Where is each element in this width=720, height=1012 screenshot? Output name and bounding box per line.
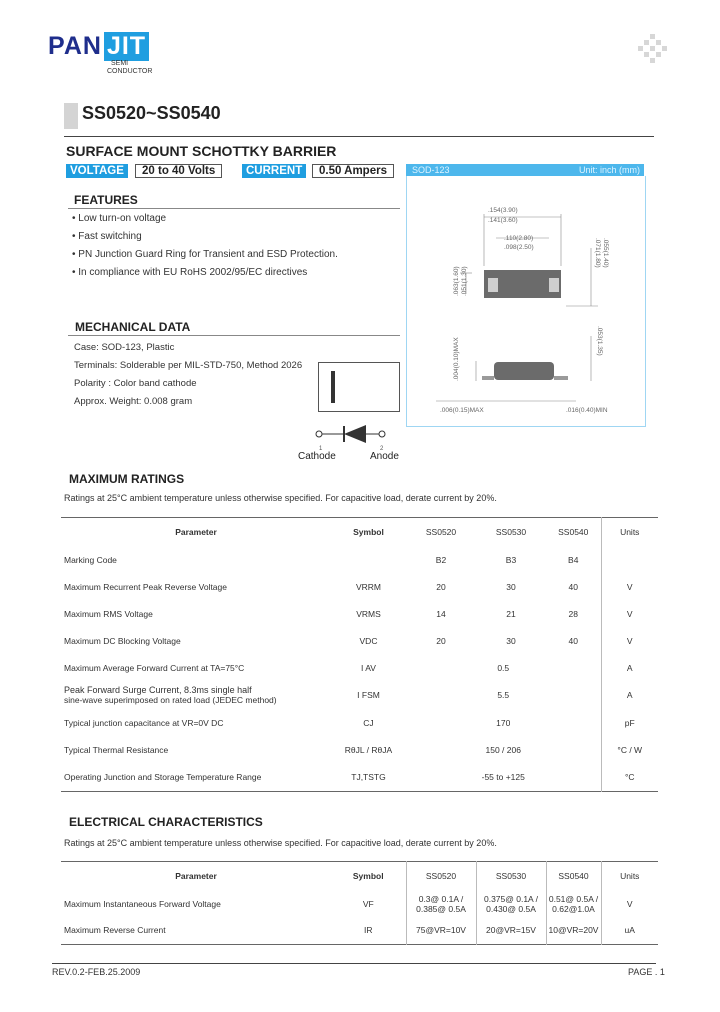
electrical-note: Ratings at 25°C ambient temperature unless otherwise specified. For capacitive load, derate current by 20%. [64, 838, 497, 848]
max-ratings-note: Ratings at 25°C ambient temperature unless otherwise specified. For capacitive load, derate current by 20%. [64, 493, 497, 503]
table-cell: 20 [436, 581, 446, 592]
table-row [61, 736, 658, 764]
column-header: SS0520 [425, 527, 457, 537]
table-cell: Maximum Instantaneous Forward Voltage [64, 898, 221, 909]
list-item: Approx. Weight: 0.008 gram [74, 396, 193, 407]
table-cell: Maximum RMS Voltage [64, 608, 153, 619]
table-cell: 75@VR=10V [406, 917, 476, 944]
table-row [61, 681, 658, 709]
max-ratings-table [61, 517, 658, 792]
dim-label: .071(1.80) [594, 238, 601, 268]
table-cell: TJ,TSTG [351, 772, 386, 783]
table-cell: °C / W [601, 736, 658, 764]
table-cell: Peak Forward Surge Current, 8.3ms single half sine-wave superimposed on rated load (JEDEC method) [64, 685, 277, 705]
product-subtitle: SURFACE MOUNT SCHOTTKY BARRIER [66, 143, 337, 159]
table-cell [331, 546, 406, 573]
table-cell: Maximum Reverse Current [64, 925, 166, 936]
page-title: SS0520~SS0540 [82, 103, 221, 123]
column-header: Units [601, 862, 658, 891]
current-value: 0.50 Ampers [312, 164, 394, 178]
table-row [61, 890, 658, 917]
table-row [61, 709, 658, 736]
table-row [61, 627, 658, 654]
dim-label: .051(1.30) [461, 266, 468, 296]
list-item: • Low turn-on voltage [72, 213, 167, 224]
table-cell: 0.51@ 0.5A / 0.62@1.0A [546, 890, 601, 917]
package-marking-drawing [318, 362, 400, 412]
table-cell: V [601, 600, 658, 627]
brand-subtitle: SEMI CONDUCTOR [107, 60, 153, 75]
column-header: SS0520 [406, 862, 476, 891]
dim-label: .053(1.35) [596, 326, 603, 356]
table-cell: 21 [506, 608, 516, 619]
list-item: • Fast switching [72, 231, 142, 242]
table-cell: 0.5 [497, 662, 510, 673]
table-row [61, 654, 658, 681]
table-cell: I AV [361, 662, 376, 673]
divider [64, 136, 654, 137]
revision-text: REV.0.2-FEB.25.2009 [52, 967, 141, 977]
table-cell: Maximum Average Forward Current at TA=75°C [64, 662, 245, 673]
voltage-value: 20 to 40 Volts [135, 164, 222, 178]
table-cell: Maximum Recurrent Peak Reverse Voltage [64, 581, 227, 592]
table-cell: V [601, 890, 658, 917]
table-cell: VF [362, 898, 374, 909]
list-item: Polarity : Color band cathode [74, 378, 197, 389]
table-cell: °C [601, 764, 658, 791]
package-outline-drawing [406, 176, 644, 426]
table-row [61, 573, 658, 600]
table-cell: 20 [436, 635, 446, 646]
features-list [72, 210, 338, 282]
dim-label: .016(0.40)MIN [566, 407, 608, 414]
list-item: • In compliance with EU RoHS 2002/95/EC directives [72, 267, 308, 278]
table-cell: 30 [506, 581, 516, 592]
table-cell: 40 [568, 581, 578, 592]
table-cell: 10@VR=20V [546, 917, 601, 944]
table-cell: Marking Code [64, 554, 117, 565]
dim-label: .055(1.40) [602, 238, 609, 268]
table-cell: A [601, 681, 658, 709]
table-row [61, 917, 658, 944]
table-cell: B3 [505, 554, 517, 565]
table-cell: 150 / 206 [485, 745, 521, 755]
column-header: Units [601, 518, 658, 547]
table-cell: -55 to +125 [481, 772, 525, 783]
package-unit: Unit: inch (mm) [578, 165, 640, 175]
table-cell: VRRM [355, 581, 382, 592]
table-cell: B4 [568, 554, 579, 565]
diode-symbol-icon [310, 420, 400, 454]
title-accent [64, 103, 78, 129]
anode-label: Anode [370, 451, 399, 462]
table-row [61, 764, 658, 791]
dim-label: .141(3.60) [488, 217, 518, 224]
table-cell: 5.5 [497, 690, 510, 700]
brand-logo: PAN JIT [48, 32, 149, 61]
dim-label: .098(2.50) [504, 244, 534, 251]
table-header-row [61, 518, 658, 547]
column-header: SS0530 [495, 527, 527, 537]
table-cell: uA [601, 917, 658, 944]
mechanical-title: MECHANICAL DATA [75, 320, 191, 334]
table-cell: RθJL / RθJA [344, 745, 393, 755]
package-header [406, 164, 644, 176]
dim-label: .154(3.90) [488, 207, 518, 214]
table-cell: 40 [568, 635, 578, 646]
max-ratings-title: MAXIMUM RATINGS [69, 472, 185, 486]
table-cell: IR [364, 925, 373, 936]
package-name: SOD-123 [412, 165, 450, 175]
voltage-label: VOLTAGE [66, 164, 128, 178]
table-cell: CJ [363, 717, 374, 728]
table-cell: VDC [359, 635, 378, 646]
features-title: FEATURES [74, 193, 138, 207]
electrical-title: ELECTRICAL CHARACTERISTICS [69, 815, 263, 829]
mechanical-list [74, 339, 302, 411]
dim-label: .110(2.80) [504, 235, 534, 242]
divider [68, 208, 400, 209]
table-cell: 28 [568, 608, 578, 619]
table-cell: 0.3@ 0.1A / 0.385@ 0.5A [406, 890, 476, 917]
table-row [61, 546, 658, 573]
table-cell: I FSM [357, 690, 380, 700]
footer-divider [52, 963, 656, 964]
column-header: SS0540 [546, 862, 601, 891]
table-cell: 20@VR=15V [476, 917, 546, 944]
column-header: Parameter [175, 871, 217, 881]
current-label: CURRENT [242, 164, 306, 178]
table-cell: 0.375@ 0.1A / 0.430@ 0.5A [476, 890, 546, 917]
column-header: SS0540 [558, 527, 589, 537]
column-header: SS0530 [476, 862, 546, 891]
table-cell: V [601, 573, 658, 600]
cathode-label: Cathode [298, 451, 336, 462]
dim-label: .063(1.60) [453, 266, 460, 296]
table-cell: VRMS [356, 608, 381, 619]
table-cell: 14 [436, 608, 446, 619]
table-header-row [61, 862, 658, 891]
table-cell [601, 546, 658, 573]
table-cell: 170 [496, 717, 511, 728]
column-header: Parameter [175, 527, 217, 537]
column-header: Symbol [353, 527, 384, 537]
divider [68, 335, 400, 336]
table-cell: A [601, 654, 658, 681]
corner-pattern-decoration [638, 34, 668, 64]
electrical-table [61, 861, 658, 945]
dim-label: .004(0.10)MAX [453, 337, 460, 381]
cathode-band [331, 371, 335, 403]
table-row [61, 600, 658, 627]
table-cell: V [601, 627, 658, 654]
list-item: Terminals: Solderable per MIL-STD-750, Method 2026 [74, 360, 303, 371]
list-item: • PN Junction Guard Ring for Transient and ESD Protection. [72, 249, 338, 260]
svg-text:2: 2 [380, 446, 384, 452]
column-header: Symbol [352, 871, 384, 881]
page-number: PAGE . 1 [628, 967, 665, 977]
table-cell: Operating Junction and Storage Temperature Range [64, 772, 262, 783]
table-cell: B2 [435, 554, 447, 565]
table-cell: Maximum DC Blocking Voltage [64, 635, 181, 646]
list-item: Case: SOD-123, Plastic [74, 342, 175, 353]
table-cell: 30 [506, 635, 516, 646]
table-cell: Typical Thermal Resistance [64, 745, 169, 755]
table-cell: pF [601, 709, 658, 736]
dim-label: .006(0.15)MAX [440, 407, 484, 414]
svg-text:1: 1 [319, 446, 323, 452]
table-cell: Typical junction capacitance at VR=0V DC [64, 717, 224, 728]
